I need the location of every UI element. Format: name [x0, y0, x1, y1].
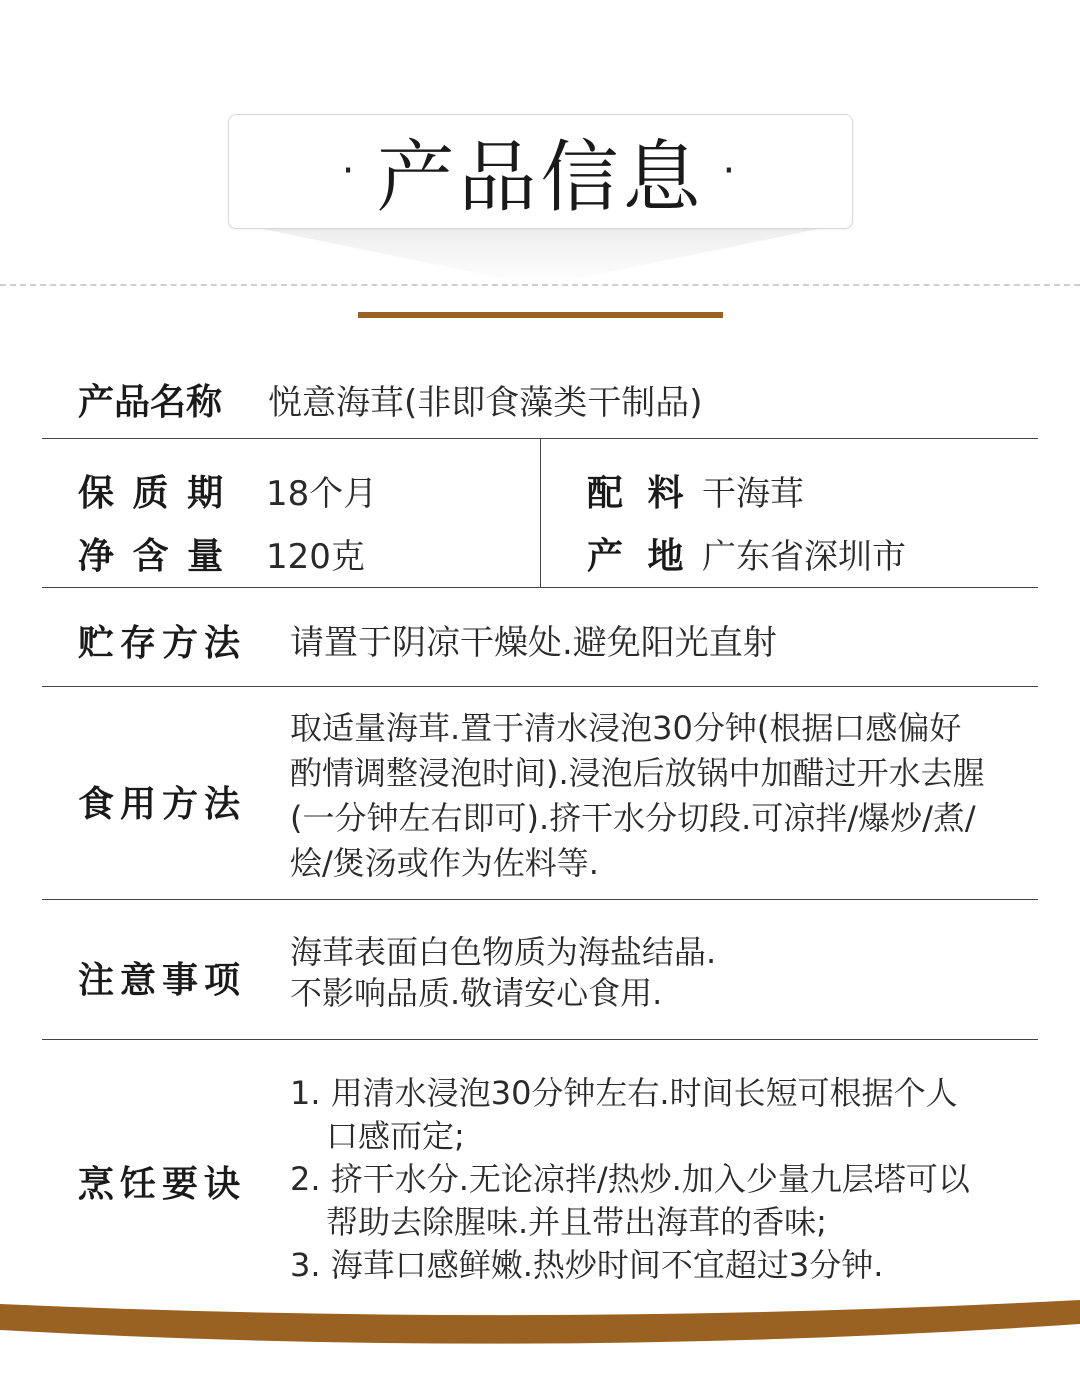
usage-row — [42, 700, 1038, 890]
tip-line: 口感而定; — [326, 1117, 465, 1155]
page-title — [228, 114, 853, 227]
accent-bar — [358, 312, 723, 318]
bottom-wave-decoration — [0, 1290, 1080, 1400]
usage-text — [290, 706, 985, 886]
shelf-life-value: 18个月 — [266, 474, 378, 514]
dashed-divider — [0, 284, 1080, 286]
title-banner — [228, 114, 853, 230]
product-name-value: 悦意海茸(非即食藻类干制品) — [268, 383, 703, 423]
usage-line: (一分钟左右即可).挤干水分切段.可凉拌/爆炒/煮/ — [290, 799, 976, 837]
title-right-dot: · — [722, 147, 740, 194]
usage-line: 烩/煲汤或作为佐料等. — [290, 844, 599, 882]
notes-row — [42, 920, 1038, 1020]
tip-line: 1. 用清水浸泡30分钟左右.时间长短可根据个人 — [290, 1074, 958, 1112]
origin-label: 产 地 — [587, 536, 684, 577]
tip-line: 帮助去除腥味.并且带出海茸的香味; — [326, 1203, 827, 1241]
divider-5 — [42, 1039, 1038, 1040]
divider-3 — [42, 686, 1038, 687]
divider-4 — [42, 899, 1038, 900]
title-banner-shadow — [248, 226, 833, 286]
divider-2 — [42, 587, 1038, 588]
cooking-tips-text — [290, 1072, 970, 1287]
product-name-label: 产品名称 — [78, 382, 223, 423]
product-name-row — [42, 370, 1038, 430]
net-weight-row — [42, 525, 1038, 575]
notes-line: 海茸表面白色物质为海盐结晶. — [290, 933, 717, 971]
title-text: 产品信息 — [376, 132, 705, 223]
origin-value: 广东省深圳市 — [702, 537, 906, 577]
usage-label: 食用方法 — [78, 784, 247, 825]
notes-line: 不影响品质.敬请安心食用. — [290, 974, 663, 1012]
tip-line: 3. 海茸口感鲜嫩.热炒时间不宜超过3分钟. — [290, 1246, 884, 1284]
usage-line: 酌情调整浸泡时间).浸泡后放锅中加醋过开水去腥 — [290, 754, 985, 792]
title-left-dot: · — [341, 147, 359, 194]
net-weight-label: 净 含 量 — [78, 536, 224, 577]
net-weight-value: 120克 — [266, 537, 365, 577]
cooking-tips-row — [42, 1060, 1038, 1290]
tip-line: 2. 挤干水分.无论凉拌/热炒.加入少量九层塔可以 — [290, 1160, 970, 1198]
cooking-tips-label: 烹饪要诀 — [78, 1164, 247, 1205]
ingredients-label: 配 料 — [587, 473, 684, 514]
shelf-life-row — [42, 462, 1038, 512]
storage-row — [42, 612, 1038, 667]
shelf-life-label: 保 质 期 — [78, 473, 224, 514]
ingredients-value: 干海茸 — [702, 474, 804, 514]
storage-value: 请置于阴凉干燥处.避免阳光直射 — [290, 623, 777, 663]
usage-line: 取适量海茸.置于清水浸泡30分钟(根据口感偏好 — [290, 709, 962, 747]
storage-label: 贮存方法 — [78, 623, 247, 664]
notes-label: 注意事项 — [78, 960, 247, 1001]
notes-text — [290, 932, 716, 1014]
